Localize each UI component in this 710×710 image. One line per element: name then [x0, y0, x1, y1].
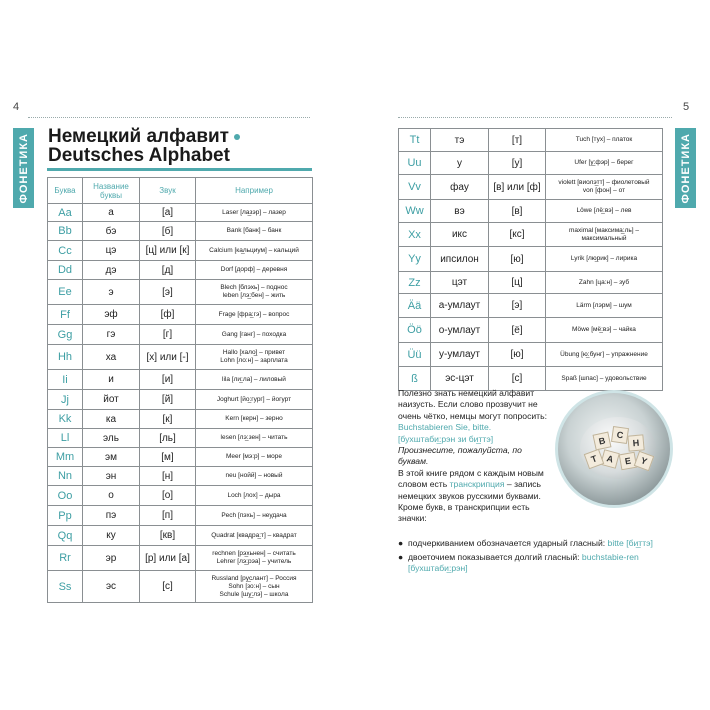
cell-letter: Aa [48, 204, 83, 222]
cell-example: Lyrik [лю̲рик] – лирика [546, 247, 663, 272]
cell-name: фау [431, 175, 489, 200]
cell-name: икс [431, 223, 489, 247]
cell-letter: Bb [48, 222, 83, 241]
cell-name: эс-цэт [431, 367, 489, 391]
alphabet-row [399, 152, 663, 175]
cell-example: Bank [банк] – банк [196, 222, 313, 241]
cell-sound: [д] [140, 261, 196, 280]
cell-sound: [б] [140, 222, 196, 241]
cell-example: maximal [максима̲:ль] – максимальный [546, 223, 663, 247]
cell-letter: Ll [48, 429, 83, 448]
cell-letter: Zz [399, 272, 431, 294]
cell-example: Quadrat [квадра̲:т] – квадрат [196, 526, 313, 546]
cell-example: neu [нойй] – новый [196, 467, 313, 486]
cell-example: Calcium [ка̲льциум] – кальций [196, 241, 313, 261]
title-underline [47, 168, 312, 171]
cube-letter: A [600, 449, 620, 469]
alphabet-row [399, 318, 663, 343]
top-dotted-rule-right [398, 117, 672, 118]
cell-sound: [в] [489, 200, 546, 223]
cell-name: эф [83, 305, 140, 325]
cell-letter: Nn [48, 467, 83, 486]
cell-name: йот [83, 390, 140, 410]
alphabet-row [399, 294, 663, 318]
cell-letter: ß [399, 367, 431, 391]
alphabet-row [48, 261, 313, 280]
cell-letter: Cc [48, 241, 83, 261]
alphabet-row [399, 272, 663, 294]
alphabet-row [48, 410, 313, 429]
alphabet-row [399, 367, 663, 391]
cell-name: ипсилон [431, 247, 489, 272]
cell-name: эн [83, 467, 140, 486]
spell-phrase: Buchstabieren Sie, bitte. [398, 422, 492, 433]
header-letter: Буква [48, 178, 83, 204]
cell-sound: [с] [140, 571, 196, 603]
alphabet-row [48, 390, 313, 410]
cell-sound: [кс] [489, 223, 546, 247]
header-sound: Звук [140, 178, 196, 204]
cell-example: Frage [фра̲:гэ] – вопрос [196, 305, 313, 325]
cell-letter: Tt [399, 129, 431, 152]
alphabet-row [399, 247, 663, 272]
page-number-left: 4 [13, 101, 20, 113]
cube-letter: H [627, 434, 644, 451]
cell-name: бэ [83, 222, 140, 241]
cell-name: вэ [431, 200, 489, 223]
cell-letter: Ee [48, 280, 83, 305]
cell-letter: Ss [48, 571, 83, 603]
cell-sound: [у] [489, 152, 546, 175]
alphabet-row [48, 241, 313, 261]
info-paragraph: Полезно знать немецкий алфавит наизусть. Если слово прозвучит не очень чётко, немцы могут попросить: Buchstabieren Sie, bitte. [бухштаби̲:рэн зи би̲ттэ] Произнесите, пожалуйста, по буквам. В этой книге рядом с каждым новым словом есть транскрипция – запись немецких звуков русскими буквами. Кроме букв, в транскрипции есть значки: [398, 388, 547, 524]
alphabet-row [48, 222, 313, 241]
spell-translation: Произнесите, пожалуйста, по буквам. [398, 445, 522, 467]
cell-letter: Vv [399, 175, 431, 200]
cell-letter: Rr [48, 546, 83, 571]
cell-letter: Ff [48, 305, 83, 325]
cell-sound: [й] [140, 390, 196, 410]
header-example: Например [196, 178, 313, 204]
cell-letter: Üü [399, 343, 431, 367]
bullet-long-vowel: ● двоеточием показывается долгий гласный: buchstabie-ren [бухштаби̲:рэн] [398, 552, 639, 573]
top-dotted-rule-left [28, 117, 310, 118]
cell-example: Joghurt [йо̲:гург] – йогурт [196, 390, 313, 410]
side-tab-right: ФОНЕТИКА [675, 128, 696, 208]
cell-letter: Jj [48, 390, 83, 410]
alphabet-row [48, 467, 313, 486]
alphabet-row [399, 175, 663, 200]
bullet-stress: ● подчеркиванием обозначается ударный гласный: bitte [би̲ттэ] [398, 538, 653, 548]
cell-sound: [и] [140, 370, 196, 390]
letter-cubes-photo [555, 390, 673, 508]
alphabet-row [48, 305, 313, 325]
alphabet-row [48, 526, 313, 546]
cell-sound: [к] [140, 410, 196, 429]
cell-sound: [ё] [489, 318, 546, 343]
cell-example: violett [виолэ̲тт] – фиолетовый von [фон] – от [546, 175, 663, 200]
alphabet-row [48, 546, 313, 571]
cell-letter: Uu [399, 152, 431, 175]
cell-example: Pech [пэхь] – неудача [196, 506, 313, 526]
cell-name: цэт [431, 272, 489, 294]
cell-name: дэ [83, 261, 140, 280]
cell-example: Russland [ру̲слант] – Россия Sohn [зо:н] – сын Schule [шу̲:лэ] – школа [196, 571, 313, 603]
cell-sound: [э] [489, 294, 546, 318]
cell-sound: [п] [140, 506, 196, 526]
alphabet-row [48, 280, 313, 305]
cell-example: Hallo [хало̲] – привет Lohn [ло:н] – зарплата [196, 345, 313, 370]
cell-name: гэ [83, 325, 140, 345]
alphabet-row [399, 129, 663, 152]
alphabet-row [399, 223, 663, 247]
alphabet-row [48, 429, 313, 448]
title-dot [234, 134, 240, 140]
cell-example: lesen [лэ̲:зен] – читать [196, 429, 313, 448]
header-name: Название буквы [83, 178, 140, 204]
cell-example: Blech [блэхь] – поднос leben [лэ̲:бен] – жить [196, 280, 313, 305]
cell-sound: [с] [489, 367, 546, 391]
cell-example: Lärm [лэрм] – шум [546, 294, 663, 318]
cell-sound: [ф] [140, 305, 196, 325]
cell-sound: [ль] [140, 429, 196, 448]
alphabet-row [48, 506, 313, 526]
cell-name: ку [83, 526, 140, 546]
spell-transcription: [бухштаби̲:рэн зи би̲ттэ] [398, 433, 494, 444]
alphabet-table-left [47, 177, 313, 603]
page-title-ru: Немецкий алфавит [48, 127, 240, 147]
cell-name: тэ [431, 129, 489, 152]
cube-letter: T [584, 449, 605, 470]
alphabet-row [399, 200, 663, 223]
cell-sound: [т] [489, 129, 546, 152]
transcription-notes [398, 538, 670, 577]
cell-letter: Qq [48, 526, 83, 546]
alphabet-row [48, 370, 313, 390]
cell-example: rechnen [рэ̲хьнен] – считать Lehrer [лэ̲:рэа] – учитель [196, 546, 313, 571]
cell-example: Laser [ла̲зэр] – лазер [196, 204, 313, 222]
cell-example: Möwe [мё̲:вэ] – чайка [546, 318, 663, 343]
cell-letter: Ii [48, 370, 83, 390]
cell-name: а-умлаут [431, 294, 489, 318]
cell-example: Zahn [ца:н] – зуб [546, 272, 663, 294]
cell-name: пэ [83, 506, 140, 526]
cell-letter: Ww [399, 200, 431, 223]
cell-example: Meer [мэ:р] – море [196, 448, 313, 467]
cell-letter: Oo [48, 486, 83, 506]
cell-sound: [ю] [489, 247, 546, 272]
cell-letter: Öö [399, 318, 431, 343]
cell-name: о-умлаут [431, 318, 489, 343]
cube-letter: Y [634, 451, 655, 472]
cell-letter: Dd [48, 261, 83, 280]
cell-name: цэ [83, 241, 140, 261]
alphabet-table-right [398, 128, 663, 391]
cell-example: Spaß [шпас] – удовольствие [546, 367, 663, 391]
alphabet-row [48, 486, 313, 506]
cell-example: Loch [лох] – дыра [196, 486, 313, 506]
page-title-de: Deutsches Alphabet [48, 145, 230, 166]
transcription-term: транскрипция [449, 479, 505, 490]
cell-sound: [а] [140, 204, 196, 222]
cell-name: эм [83, 448, 140, 467]
cell-name: а [83, 204, 140, 222]
cell-sound: [х] или [-] [140, 345, 196, 370]
cell-name: ка [83, 410, 140, 429]
alphabet-row [48, 345, 313, 370]
cell-example: Ufer [у̲:фэр] – берег [546, 152, 663, 175]
cell-example: Gang [ганг] – походка [196, 325, 313, 345]
cell-name: э [83, 280, 140, 305]
cell-letter: Pp [48, 506, 83, 526]
cell-letter: Kk [48, 410, 83, 429]
cell-example: lila [ли̲:ла] – лиловый [196, 370, 313, 390]
cell-sound: [г] [140, 325, 196, 345]
cell-sound: [м] [140, 448, 196, 467]
cell-sound: [кв] [140, 526, 196, 546]
cell-name: и [83, 370, 140, 390]
cell-example: Kern [керн] – зерно [196, 410, 313, 429]
cell-name: у-умлаут [431, 343, 489, 367]
cell-sound: [ю] [489, 343, 546, 367]
cell-sound: [о] [140, 486, 196, 506]
cell-letter: Gg [48, 325, 83, 345]
alphabet-row [399, 343, 663, 367]
cell-example: Dorf [дорф] – деревня [196, 261, 313, 280]
cell-sound: [н] [140, 467, 196, 486]
cell-name: ха [83, 345, 140, 370]
cell-letter: Xx [399, 223, 431, 247]
cell-name: эль [83, 429, 140, 448]
cell-name: о [83, 486, 140, 506]
page-number-right: 5 [683, 101, 690, 113]
cell-letter: Ää [399, 294, 431, 318]
cube-letter: B [593, 432, 612, 451]
alphabet-row [48, 448, 313, 467]
cell-sound: [э] [140, 280, 196, 305]
cell-example: Löwe [лё̲:вэ] – лев [546, 200, 663, 223]
cell-sound: [ц] или [к] [140, 241, 196, 261]
cell-name: у [431, 152, 489, 175]
cell-sound: [в] или [ф] [489, 175, 546, 200]
cell-example: Tuch [тух] – платок [546, 129, 663, 152]
cell-sound: [ц] [489, 272, 546, 294]
cell-sound: [р] или [а] [140, 546, 196, 571]
alphabet-row [48, 571, 313, 603]
cell-letter: Mm [48, 448, 83, 467]
cell-letter: Yy [399, 247, 431, 272]
cell-letter: Hh [48, 345, 83, 370]
side-tab-left: ФОНЕТИКА [13, 128, 34, 208]
cell-name: эр [83, 546, 140, 571]
cell-example: Übung [ю̲:бунг] – упражнение [546, 343, 663, 367]
alphabet-row [48, 204, 313, 222]
alphabet-row [48, 325, 313, 345]
cube-letter: C [611, 426, 629, 444]
cell-name: эс [83, 571, 140, 603]
cube-letter: E [619, 452, 638, 471]
